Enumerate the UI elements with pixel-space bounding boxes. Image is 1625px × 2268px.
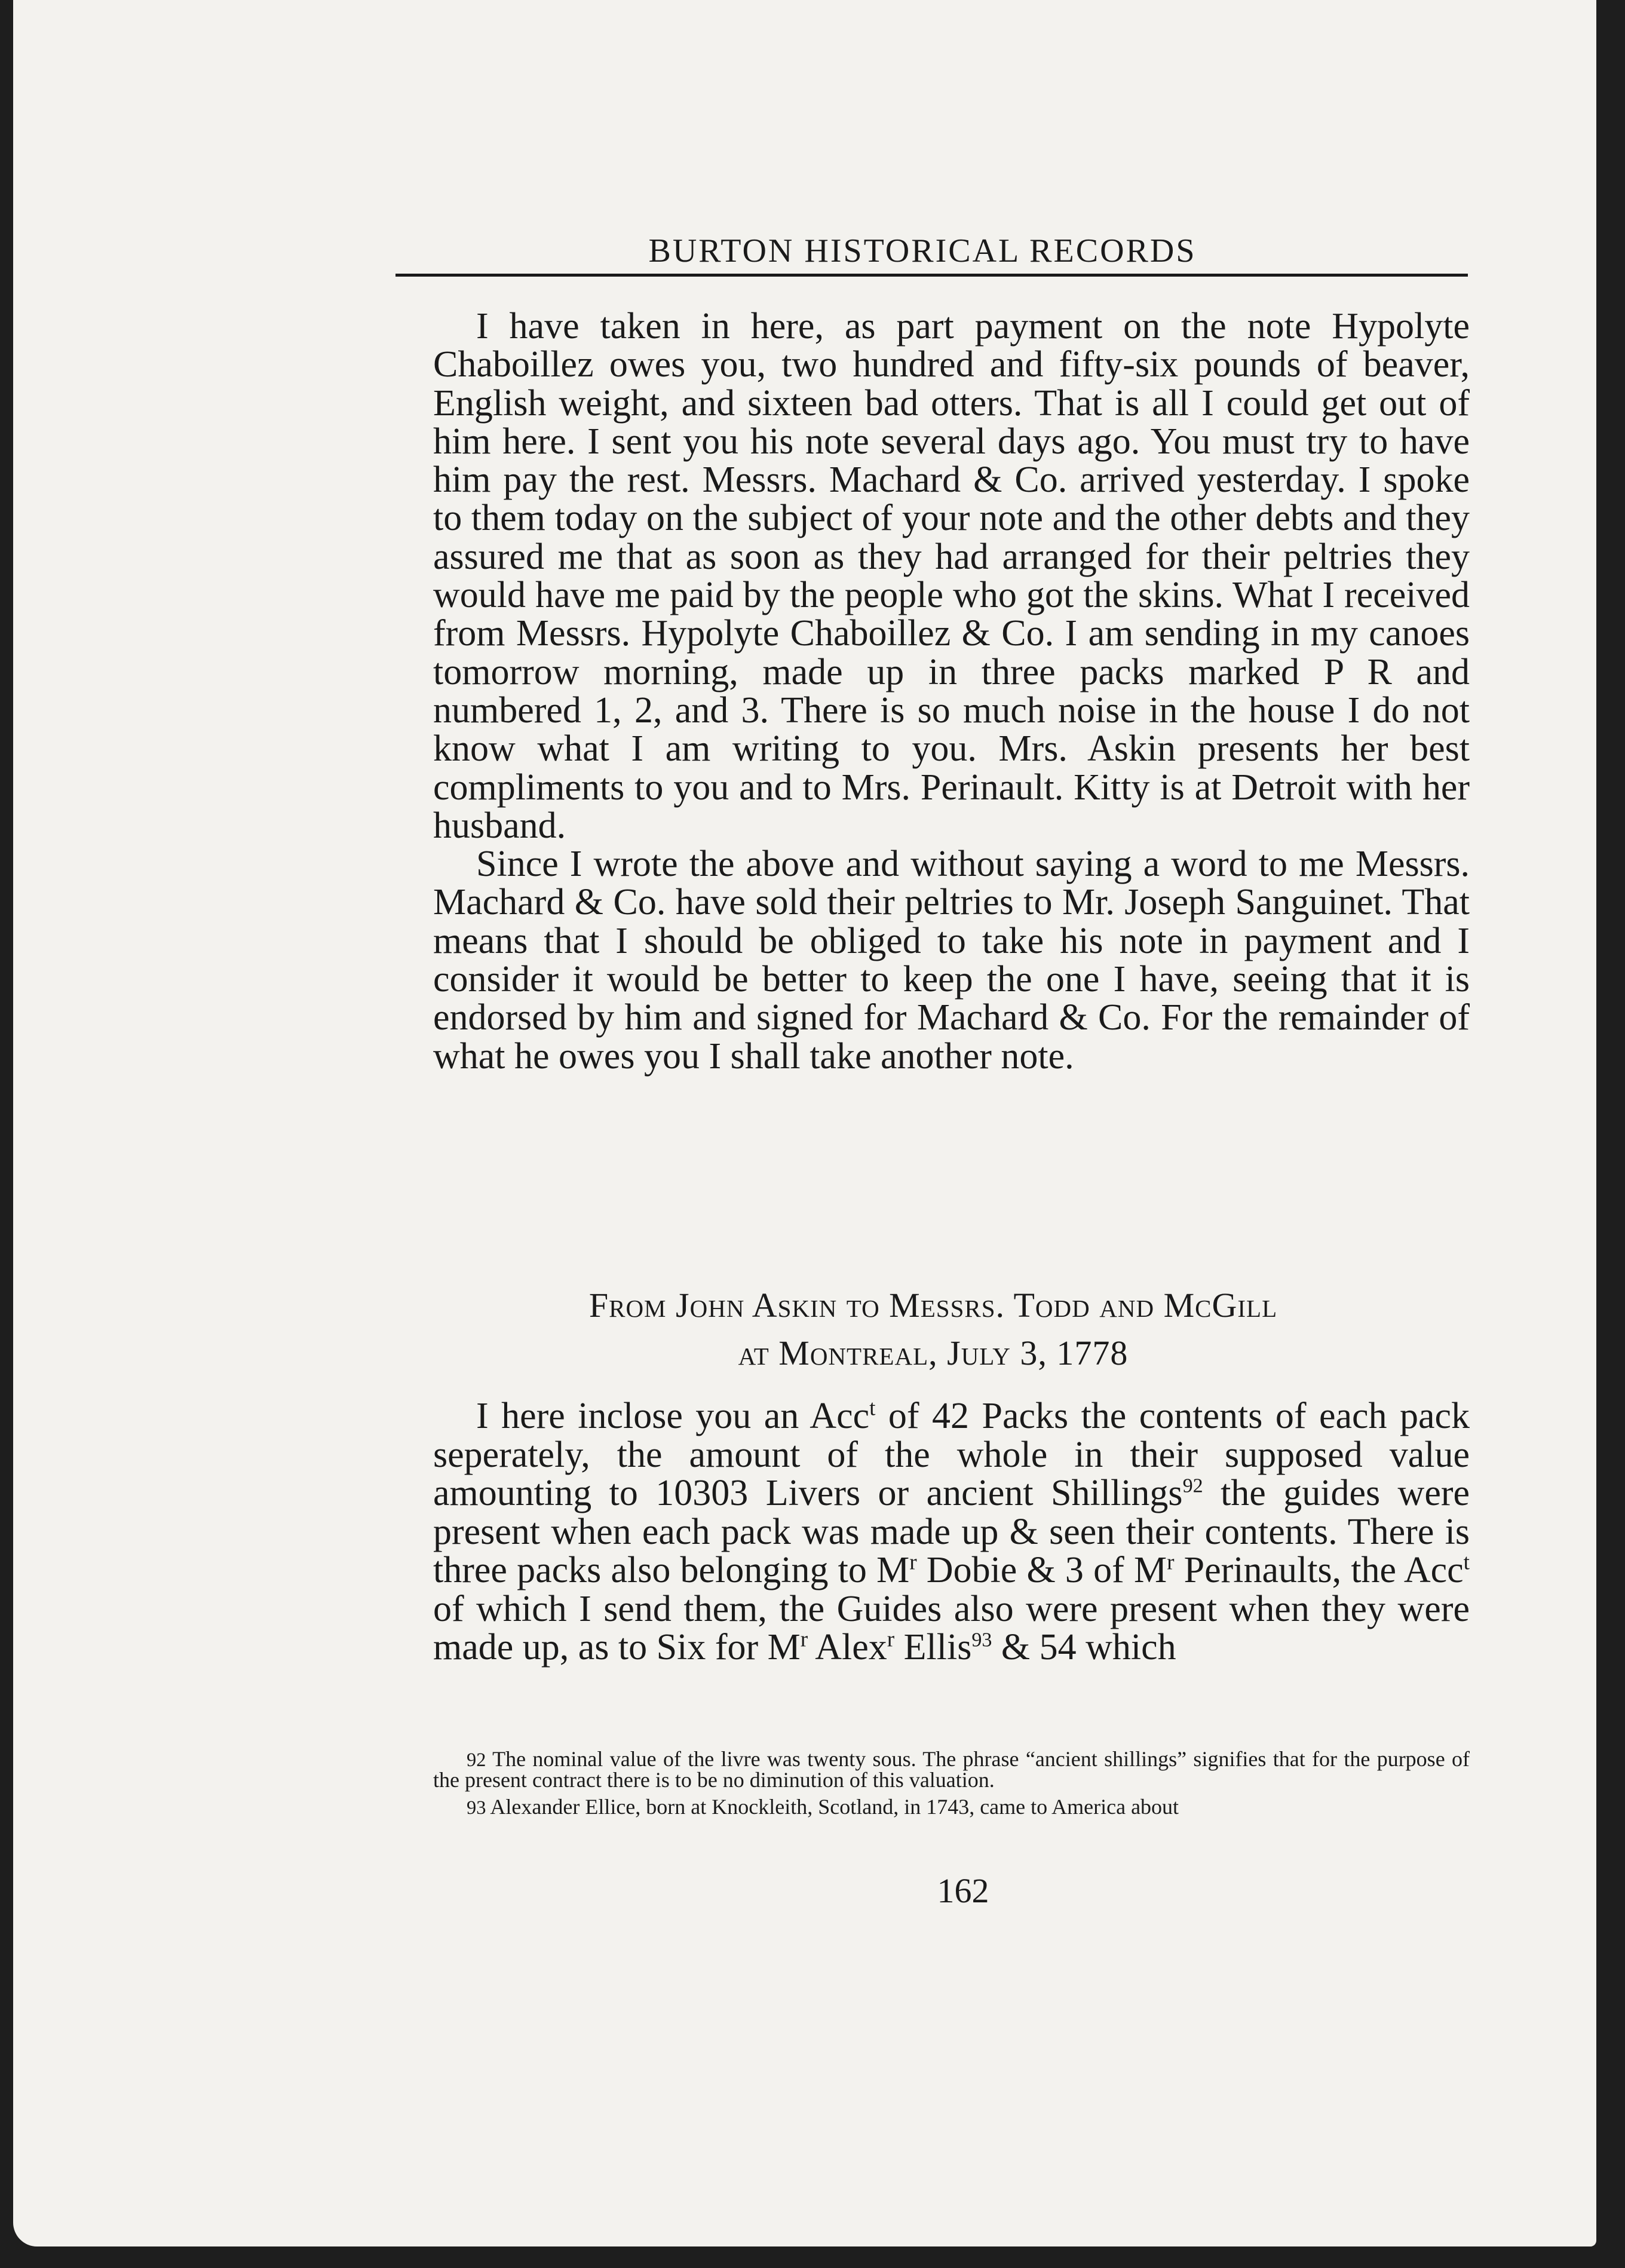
footnote-text: Alexander Ellice, born at Knockleith, Scotland, in 1743, came to America about	[490, 1795, 1179, 1819]
text-run: of which I send them, the Guides also were present when they were made up, as to Six for M	[433, 1588, 1470, 1668]
superscript: r	[1167, 1550, 1175, 1575]
paragraph	[433, 1397, 1470, 1667]
text-run: Alex	[808, 1627, 887, 1668]
text-run: Perinaults, the Acc	[1174, 1550, 1464, 1590]
superscript: r	[909, 1550, 917, 1575]
running-header: BURTON HISTORICAL RECORDS	[648, 232, 1197, 269]
text-run: Dobie & 3 of M	[916, 1550, 1167, 1590]
footnotes	[433, 1749, 1470, 1825]
letter-body-continued	[433, 307, 1470, 1075]
footnote	[433, 1797, 1470, 1818]
text-run: Ellis	[894, 1627, 972, 1668]
footnote-number: 93	[467, 1797, 486, 1819]
text-run: the guides were present when each pack was made up & seen their contents. There is three packs also belonging to M	[433, 1473, 1470, 1590]
footnote-number: 92	[467, 1749, 486, 1771]
footnote-marker[interactable]: 92	[1182, 1475, 1203, 1497]
footnote-marker[interactable]: 93	[971, 1629, 992, 1651]
footnote-text: The nominal value of the livre was twenty sous. The phrase “ancient shillings” signifies that for the purpose of the present contract there is to be no diminution of this valuation.	[433, 1747, 1470, 1792]
letter-heading-line: From John Askin to Messrs. Todd and McGill	[588, 1286, 1278, 1325]
book-page	[13, 0, 1596, 2246]
paragraph: Since I wrote the above and without saying a word to me Messrs. Machard & Co. have sold their peltries to Mr. Joseph Sanguinet. That means that I should be obliged to take his note in payment and I consider it would be better to keep the one I have, seeing that it is endorsed by him and signed for Machard & Co. For the remainder of what he owes you I shall take another note.	[433, 844, 1470, 1077]
footnote	[433, 1749, 1470, 1790]
paragraph: I have taken in here, as part payment on the note Hypolyte Chaboillez owes you, two hundred and fifty-six pounds of beaver, English weight, and sixteen bad otters. That is all I could get out of him here. I sent you his note several days ago. You must try to have him pay the rest. Messrs. Machard & Co. arrived yesterday. I spoke to them today on the subject of your note and the other debts and they assured me that as soon as they had arranged for their peltries they would have me paid by the people who got the skins. What I received from Messrs. Hypolyte Chaboillez & Co. I am sending in my canoes tomorrow morning, made up in three packs marked P R and numbered 1, 2, and 3. There is so much noise in the house I do not know what I am writing to you. Mrs. Askin presents her best compliments to you and to Mrs. Perinault. Kitty is at Detroit with her husband.	[433, 306, 1470, 846]
letter-heading	[395, 1282, 1471, 1377]
superscript: t	[1463, 1550, 1470, 1575]
superscript: r	[887, 1627, 895, 1652]
text-run: of 42 Packs the contents of each pack seperately, the amount of the whole in their supposed value amounting to 10303 Livers or ancient Shillings	[433, 1396, 1470, 1513]
text-run: I here inclose you an Acc	[476, 1396, 870, 1436]
text-run: & 54 which	[992, 1627, 1176, 1668]
letter-heading-line: at Montreal, July 3, 1778	[738, 1334, 1129, 1372]
letter-body	[433, 1397, 1470, 1667]
superscript: t	[869, 1396, 876, 1421]
header-rule	[395, 274, 1468, 277]
page-number: 162	[937, 1871, 989, 1910]
superscript: r	[800, 1627, 808, 1652]
